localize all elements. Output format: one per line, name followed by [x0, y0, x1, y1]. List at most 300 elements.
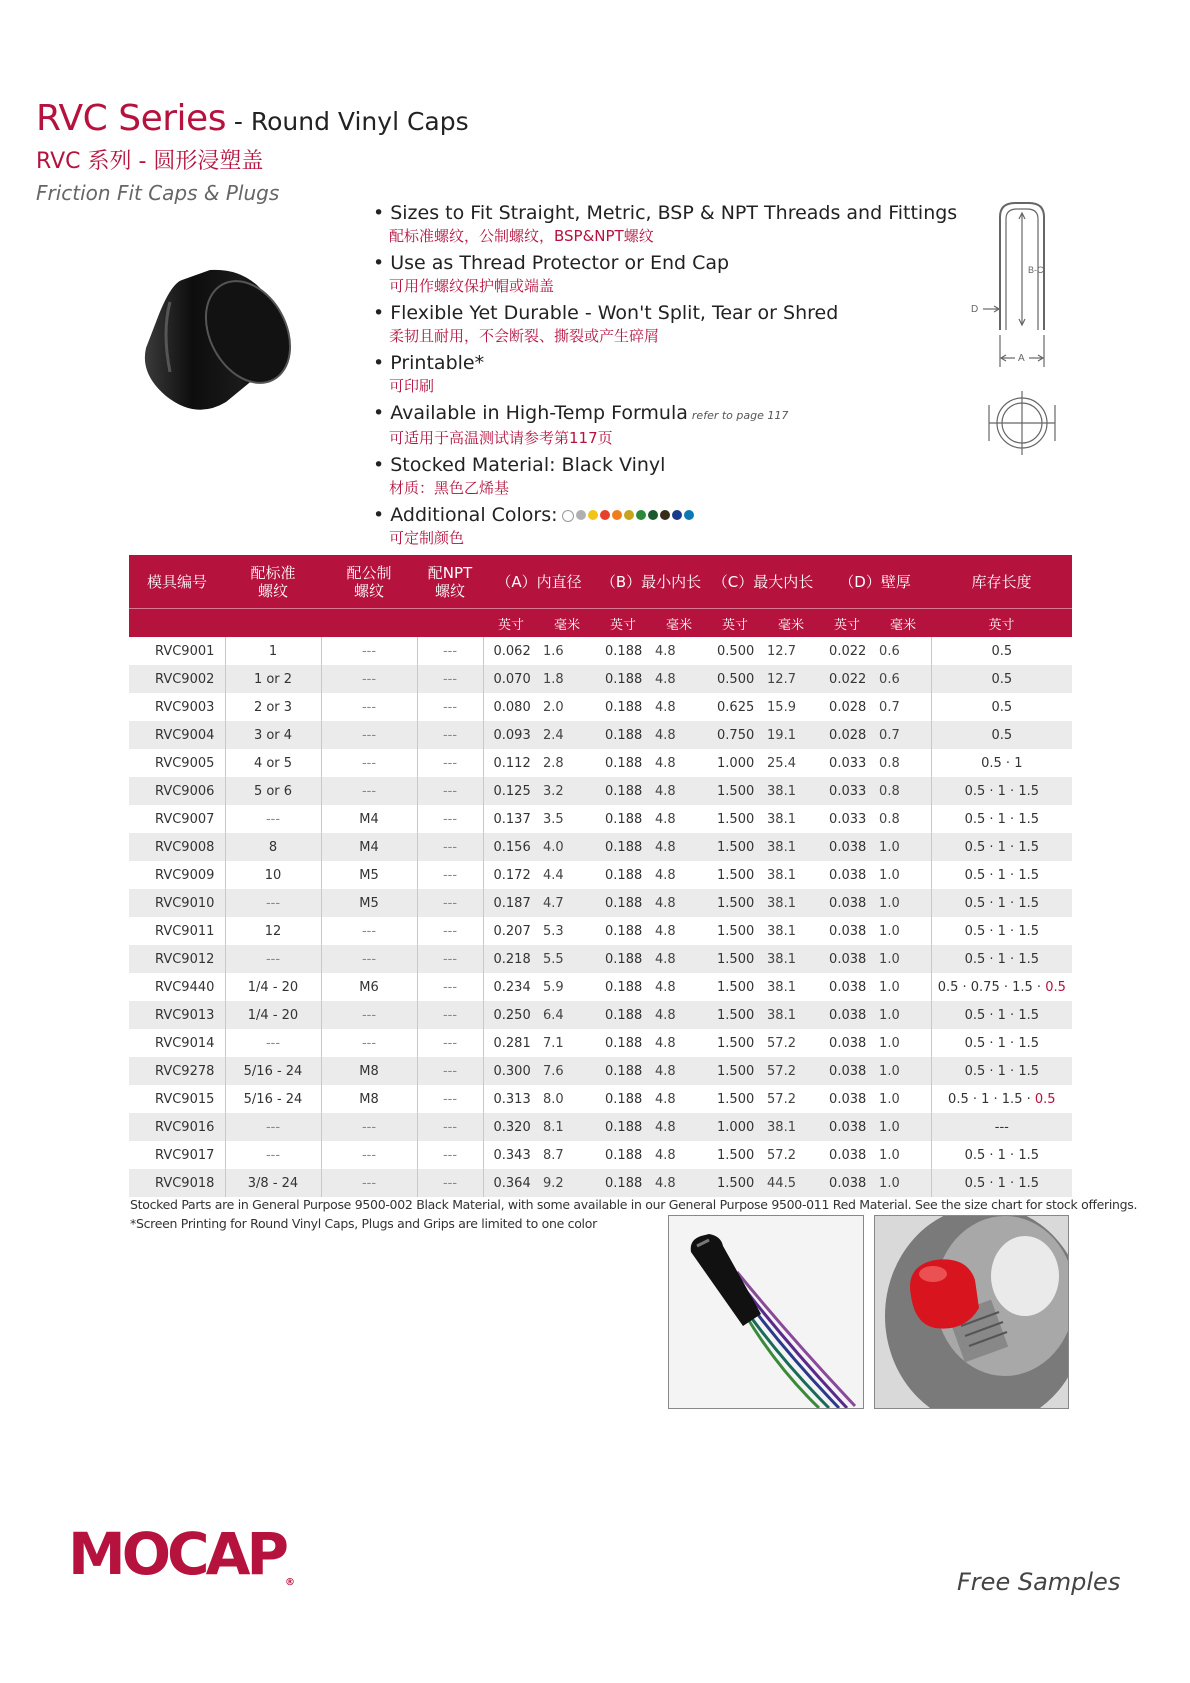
table-row [129, 1141, 1072, 1169]
part-number-cell: RVC9010 [129, 889, 225, 917]
feature-text-cn: 柔韧且耐用，不会断裂、撕裂或产生碎屑 [389, 327, 660, 345]
cap-product-image [140, 262, 295, 417]
wire-bundle-photo [668, 1215, 864, 1409]
std-thread-cell: 1 or 2 [225, 665, 321, 693]
part-number-cell: RVC9009 [129, 861, 225, 889]
metric-thread-cell: M8 [321, 1057, 417, 1085]
b-mm-cell: 4.8 [651, 1057, 707, 1085]
part-number-cell: RVC9011 [129, 917, 225, 945]
table-row [129, 973, 1072, 1001]
col-stock-header: 库存长度 [931, 555, 1072, 609]
c-inch-cell: 1.500 [717, 1035, 755, 1051]
a-mm-cell: 8.1 [539, 1113, 595, 1141]
a-mm-cell: 1.8 [539, 665, 595, 693]
unit-mm: 毫米 [539, 609, 595, 638]
b-inch-cell: 0.188 [595, 833, 651, 861]
c-inch-cell: 1.500 [707, 1169, 763, 1197]
d-inch-cell: 0.028 [829, 699, 867, 715]
c-mm-cell: 15.9 [767, 699, 796, 715]
npt-thread-cell: --- [417, 1085, 483, 1113]
a-inch-cell: 0.137 [493, 811, 531, 827]
part-number-cell: RVC9005 [129, 749, 225, 777]
b-inch-cell: 0.188 [605, 1147, 643, 1163]
tagline: Friction Fit Caps & Plugs [36, 181, 280, 205]
b-mm-cell: 4.8 [655, 1147, 676, 1163]
b-inch-cell: 0.188 [605, 755, 643, 771]
a-inch-cell: 0.281 [493, 1035, 531, 1051]
d-mm-cell: 0.7 [875, 721, 931, 749]
c-inch-cell: 1.500 [717, 811, 755, 827]
feature-text: Use as Thread Protector or End Cap [390, 252, 730, 274]
feature-item: • Use as Thread Protector or End Cap 可用作螺纹保护帽或端盖 [373, 251, 943, 296]
a-mm-cell: 1.6 [543, 643, 564, 659]
a-inch-cell: 0.070 [483, 665, 539, 693]
c-mm-cell: 57.2 [767, 1035, 796, 1051]
d-mm-cell: 0.7 [875, 693, 931, 721]
table-row [129, 1113, 1072, 1141]
feature-text-cn: 可适用于高温测试请参考第117页 [389, 429, 613, 447]
part-number-cell: RVC9008 [129, 833, 225, 861]
d-mm-cell: 0.8 [875, 777, 931, 805]
d-inch-cell: 0.022 [829, 643, 867, 659]
b-inch-cell: 0.188 [595, 945, 651, 973]
npt-thread-cell: --- [417, 889, 483, 917]
b-mm-cell: 4.8 [651, 1001, 707, 1029]
npt-thread-cell: --- [417, 1113, 483, 1141]
b-inch-cell: 0.188 [595, 1001, 651, 1029]
metric-thread-cell: --- [321, 637, 417, 665]
b-mm-cell: 4.8 [651, 1113, 707, 1141]
a-inch-cell: 0.156 [483, 833, 539, 861]
stock-length-cell: 0.5 · 1 · 1.5 [964, 923, 1039, 939]
c-inch-cell: 1.500 [707, 833, 763, 861]
d-inch-cell: 0.038 [829, 867, 867, 883]
metric-thread-cell: --- [321, 1029, 417, 1057]
c-mm-cell: 38.1 [767, 979, 796, 995]
c-mm-cell: 38.1 [763, 833, 819, 861]
std-thread-cell: 8 [225, 833, 321, 861]
col-part-header: 模具编号 [129, 555, 225, 609]
c-inch-cell: 1.500 [717, 979, 755, 995]
red-stock-length: 0.5 [1045, 979, 1066, 995]
c-inch-cell: 1.500 [707, 1057, 763, 1085]
stock-length-cell: 0.5 · 0.75 · 1.5 · 0.5 [937, 979, 1066, 995]
c-mm-cell: 12.7 [763, 665, 819, 693]
metric-thread-cell: --- [321, 917, 417, 945]
npt-thread-cell: --- [417, 973, 483, 1001]
free-samples-label: Free Samples [957, 1568, 1121, 1596]
c-mm-cell: 57.2 [763, 1057, 819, 1085]
stock-length-cell: 0.5 · 1 · 1.5 [964, 1035, 1039, 1051]
unit-mm: 毫米 [651, 609, 707, 638]
c-inch-cell: 1.500 [717, 1147, 755, 1163]
a-mm-cell: 4.0 [539, 833, 595, 861]
color-swatch [672, 510, 682, 520]
d-inch-cell: 0.038 [829, 923, 867, 939]
feature-item: • Additional Colors: 可定制颜色 [373, 503, 943, 548]
d-mm-cell: 1.0 [875, 945, 931, 973]
metric-thread-cell: --- [321, 749, 417, 777]
metric-thread-cell: --- [321, 1169, 417, 1197]
feature-text-cn: 可用作螺纹保护帽或端盖 [389, 277, 555, 295]
metric-thread-cell: M8 [321, 1085, 417, 1113]
d-mm-cell: 1.0 [875, 861, 931, 889]
color-swatch [660, 510, 670, 520]
feature-text: Flexible Yet Durable - Won't Split, Tear or Shred [390, 302, 839, 324]
feature-text: Printable* [390, 352, 485, 374]
c-inch-cell: 1.500 [707, 945, 763, 973]
metric-thread-cell: --- [321, 693, 417, 721]
metric-thread-cell: M5 [321, 889, 417, 917]
b-inch-cell: 0.188 [605, 643, 643, 659]
features-list [373, 201, 958, 553]
color-swatches [562, 510, 694, 522]
b-inch-cell: 0.188 [605, 979, 643, 995]
a-mm-cell: 9.2 [539, 1169, 595, 1197]
d-mm-cell: 0.8 [875, 805, 931, 833]
std-thread-cell: --- [225, 1029, 321, 1057]
part-number-cell: RVC9012 [129, 945, 225, 973]
std-thread-cell: 10 [225, 861, 321, 889]
a-mm-cell: 8.0 [543, 1091, 564, 1107]
dimension-diagram [965, 195, 1075, 455]
metric-thread-cell: M4 [321, 833, 417, 861]
metric-thread-cell: M6 [321, 973, 417, 1001]
b-mm-cell: 4.8 [655, 923, 676, 939]
stock-length-cell: 0.5 · 1 · 1.5 · 0.5 [948, 1091, 1056, 1107]
table-row [129, 1085, 1072, 1113]
color-swatch [588, 510, 598, 520]
color-swatch [624, 510, 634, 520]
npt-thread-cell: --- [417, 1001, 483, 1029]
d-inch-cell: 0.038 [819, 889, 875, 917]
spec-table-body [129, 637, 1072, 1197]
color-swatch [636, 510, 646, 520]
part-number-cell: RVC9002 [129, 665, 225, 693]
d-inch-cell: 0.028 [819, 721, 875, 749]
a-mm-cell: 2.4 [539, 721, 595, 749]
b-mm-cell: 4.8 [651, 777, 707, 805]
series-name: RVC Series [36, 98, 226, 139]
col-metric-header: 配公制 螺纹 [321, 555, 417, 609]
d-inch-cell: 0.038 [829, 1147, 867, 1163]
std-thread-cell: 2 or 3 [225, 693, 321, 721]
npt-thread-cell: --- [417, 637, 483, 665]
c-mm-cell: 38.1 [763, 1001, 819, 1029]
b-mm-cell: 4.8 [651, 889, 707, 917]
metric-thread-cell: --- [321, 721, 417, 749]
a-mm-cell: 6.4 [539, 1001, 595, 1029]
label-d: D [971, 304, 979, 315]
feature-text: Stocked Material: Black Vinyl [390, 454, 666, 476]
stock-length-cell: 0.5 [991, 643, 1013, 659]
stock-length-cell: 0.5 [991, 699, 1013, 715]
stock-length-cell: 0.5 [931, 665, 1072, 693]
c-mm-cell: 12.7 [767, 643, 796, 659]
b-mm-cell: 4.8 [655, 643, 676, 659]
d-mm-cell: 1.0 [875, 1001, 931, 1029]
unit-inch: 英寸 [819, 609, 875, 638]
a-inch-cell: 0.080 [493, 699, 531, 715]
b-inch-cell: 0.188 [605, 867, 643, 883]
npt-thread-cell: --- [417, 1141, 483, 1169]
table-row [129, 1057, 1072, 1085]
part-number-cell: RVC9018 [129, 1169, 225, 1197]
table-row [129, 749, 1072, 777]
part-number-cell: RVC9013 [129, 1001, 225, 1029]
d-inch-cell: 0.038 [819, 1001, 875, 1029]
d-mm-cell: 0.6 [875, 637, 931, 665]
feature-item: • Printable* 可印刷 [373, 351, 943, 396]
a-mm-cell: 2.8 [543, 755, 564, 771]
a-inch-cell: 0.187 [483, 889, 539, 917]
c-inch-cell: 1.500 [717, 867, 755, 883]
color-swatch [562, 510, 574, 522]
a-mm-cell: 3.2 [539, 777, 595, 805]
std-thread-cell: 5/16 - 24 [225, 1085, 321, 1113]
npt-thread-cell: --- [417, 749, 483, 777]
std-thread-cell: 5 or 6 [225, 777, 321, 805]
a-inch-cell: 0.234 [493, 979, 531, 995]
color-swatch [684, 510, 694, 520]
std-thread-cell: 1/4 - 20 [225, 973, 321, 1001]
metric-thread-cell: --- [321, 665, 417, 693]
d-mm-cell: 1.0 [875, 833, 931, 861]
part-number-cell: RVC9007 [129, 805, 225, 833]
a-mm-cell: 4.4 [543, 867, 564, 883]
stock-length-cell: 0.5 · 1 · 1.5 [931, 1057, 1072, 1085]
feature-text: Additional Colors: [390, 504, 558, 526]
c-mm-cell: 38.1 [767, 811, 796, 827]
a-inch-cell: 0.313 [493, 1091, 531, 1107]
d-inch-cell: 0.038 [829, 1091, 867, 1107]
part-number-cell: RVC9440 [129, 973, 225, 1001]
table-row [129, 777, 1072, 805]
c-inch-cell: 0.750 [707, 721, 763, 749]
spec-table [129, 555, 1072, 1197]
b-mm-cell: 4.8 [655, 1091, 676, 1107]
part-number-cell: RVC9004 [129, 721, 225, 749]
stock-length-cell: 0.5 · 1 · 1.5 [931, 833, 1072, 861]
stock-length-cell: 0.5 · 1 · 1.5 [931, 945, 1072, 973]
b-inch-cell: 0.188 [595, 1113, 651, 1141]
printing-footnote: *Screen Printing for Round Vinyl Caps, Plugs and Grips are limited to one color [130, 1216, 597, 1231]
page-reference: refer to page 117 [691, 409, 789, 422]
color-swatch [576, 510, 586, 520]
c-inch-cell: 1.500 [717, 923, 755, 939]
unit-mm: 毫米 [763, 609, 819, 638]
c-inch-cell: 0.500 [717, 643, 755, 659]
d-mm-cell: 1.0 [875, 973, 931, 1001]
d-inch-cell: 0.038 [819, 833, 875, 861]
part-number-cell: RVC9017 [129, 1141, 225, 1169]
feature-text-cn: 可定制颜色 [389, 529, 465, 547]
a-inch-cell: 0.250 [483, 1001, 539, 1029]
npt-thread-cell: --- [417, 945, 483, 973]
table-row [129, 861, 1072, 889]
d-inch-cell: 0.038 [829, 979, 867, 995]
feature-item: • Available in High-Temp Formula refer to page 117 可适用于高温测试请参考第117页 [373, 401, 943, 448]
std-thread-cell: 1/4 - 20 [225, 1001, 321, 1029]
b-mm-cell: 4.8 [655, 867, 676, 883]
d-mm-cell: 0.8 [875, 749, 931, 777]
b-inch-cell: 0.188 [605, 923, 643, 939]
c-mm-cell: 38.1 [767, 923, 796, 939]
a-inch-cell: 0.093 [483, 721, 539, 749]
c-inch-cell: 1.500 [707, 1001, 763, 1029]
std-thread-cell: --- [225, 1113, 321, 1141]
b-mm-cell: 4.8 [655, 755, 676, 771]
table-row [129, 945, 1072, 973]
table-row [129, 917, 1072, 945]
a-mm-cell: 7.6 [539, 1057, 595, 1085]
table-row [129, 833, 1072, 861]
b-inch-cell: 0.188 [595, 889, 651, 917]
a-inch-cell: 0.343 [493, 1147, 531, 1163]
std-thread-cell: 5/16 - 24 [225, 1057, 321, 1085]
b-mm-cell: 4.8 [655, 699, 676, 715]
feature-item: • Flexible Yet Durable - Won't Split, Tear or Shred 柔韧且耐用，不会断裂、撕裂或产生碎屑 [373, 301, 943, 346]
c-mm-cell: 38.1 [763, 777, 819, 805]
std-thread-cell: --- [225, 805, 321, 833]
b-inch-cell: 0.188 [595, 1169, 651, 1197]
c-inch-cell: 1.000 [707, 1113, 763, 1141]
a-inch-cell: 0.320 [483, 1113, 539, 1141]
red-stock-length: 0.5 [1034, 1091, 1056, 1107]
feature-item: • Sizes to Fit Straight, Metric, BSP & NPT Threads and Fittings 配标准螺纹，公制螺纹，BSP&NPT螺纹 [373, 202, 958, 245]
a-mm-cell: 8.7 [543, 1147, 564, 1163]
table-row [129, 1001, 1072, 1029]
color-swatch [600, 510, 610, 520]
feature-item: • Stocked Material: Black Vinyl 材质：黑色乙烯基 [373, 453, 943, 498]
unit-mm: 毫米 [875, 609, 931, 638]
stock-footnote: Stocked Parts are in General Purpose 9500-002 Black Material, with some available in our General Purpose 9500-011 Red Material. See the size chart for stock offerings. [130, 1197, 1138, 1212]
unit-inch: 英寸 [931, 609, 1072, 638]
std-thread-cell: --- [225, 1141, 321, 1169]
stock-length-cell: --- [931, 1113, 1072, 1141]
b-mm-cell: 4.8 [655, 811, 676, 827]
table-row [129, 721, 1072, 749]
d-inch-cell: 0.033 [829, 755, 867, 771]
std-thread-cell: --- [225, 889, 321, 917]
a-mm-cell: 4.7 [539, 889, 595, 917]
a-inch-cell: 0.172 [493, 867, 531, 883]
npt-thread-cell: --- [417, 861, 483, 889]
c-inch-cell: 1.500 [707, 777, 763, 805]
metric-thread-cell: M5 [321, 861, 417, 889]
std-thread-cell: 4 or 5 [225, 749, 321, 777]
part-number-cell: RVC9014 [129, 1029, 225, 1057]
a-inch-cell: 0.218 [483, 945, 539, 973]
feature-text-cn: 配标准螺纹，公制螺纹，BSP&NPT螺纹 [389, 227, 654, 245]
col-npt-header: 配NPT 螺纹 [417, 555, 483, 609]
a-mm-cell: 5.9 [543, 979, 564, 995]
a-inch-cell: 0.364 [483, 1169, 539, 1197]
std-thread-cell: 3 or 4 [225, 721, 321, 749]
d-mm-cell: 1.0 [875, 1141, 931, 1169]
b-inch-cell: 0.188 [595, 721, 651, 749]
col-a-header: （A）内直径 [483, 555, 595, 609]
d-mm-cell: 1.0 [875, 889, 931, 917]
std-thread-cell: 1 [225, 637, 321, 665]
part-number-cell: RVC9001 [129, 637, 225, 665]
b-inch-cell: 0.188 [605, 699, 643, 715]
part-number-cell: RVC9003 [129, 693, 225, 721]
c-inch-cell: 1.500 [707, 889, 763, 917]
npt-thread-cell: --- [417, 693, 483, 721]
c-mm-cell: 38.1 [767, 867, 796, 883]
c-mm-cell: 25.4 [767, 755, 796, 771]
c-mm-cell: 38.1 [763, 889, 819, 917]
npt-thread-cell: --- [417, 833, 483, 861]
part-number-cell: RVC9006 [129, 777, 225, 805]
d-inch-cell: 0.033 [819, 777, 875, 805]
npt-thread-cell: --- [417, 805, 483, 833]
b-mm-cell: 4.8 [655, 979, 676, 995]
unit-inch: 英寸 [483, 609, 539, 638]
c-mm-cell: 57.2 [767, 1147, 796, 1163]
std-thread-cell: --- [225, 945, 321, 973]
stock-length-cell: 0.5 · 1 · 1.5 [931, 1001, 1072, 1029]
mocap-logo: MOCAP® [68, 1520, 295, 1588]
npt-thread-cell: --- [417, 917, 483, 945]
col-d-header: （D）壁厚 [819, 555, 931, 609]
table-row [129, 805, 1072, 833]
d-mm-cell: 1.0 [875, 917, 931, 945]
col-std-header: 配标准 螺纹 [225, 555, 321, 609]
stock-length-cell: 0.5 · 1 [981, 755, 1023, 771]
part-number-cell: RVC9015 [129, 1085, 225, 1113]
d-inch-cell: 0.038 [819, 1169, 875, 1197]
b-mm-cell: 4.8 [655, 1035, 676, 1051]
a-mm-cell: 2.0 [543, 699, 564, 715]
table-row [129, 889, 1072, 917]
stock-length-cell: 0.5 · 1 · 1.5 [931, 889, 1072, 917]
a-inch-cell: 0.112 [493, 755, 531, 771]
c-inch-cell: 0.625 [717, 699, 755, 715]
c-inch-cell: 1.500 [717, 1091, 755, 1107]
unit-inch: 英寸 [707, 609, 763, 638]
stock-length-cell: 0.5 · 1 · 1.5 [931, 1169, 1072, 1197]
npt-thread-cell: --- [417, 665, 483, 693]
feature-text: Available in High-Temp Formula [390, 402, 688, 424]
c-mm-cell: 57.2 [767, 1091, 796, 1107]
a-mm-cell: 7.1 [543, 1035, 564, 1051]
label-a: A [1018, 353, 1025, 364]
part-number-cell: RVC9016 [129, 1113, 225, 1141]
table-row [129, 1169, 1072, 1197]
d-mm-cell: 1.0 [875, 1085, 931, 1113]
color-swatch [648, 510, 658, 520]
c-mm-cell: 38.1 [763, 945, 819, 973]
unit-inch: 英寸 [595, 609, 651, 638]
npt-thread-cell: --- [417, 1169, 483, 1197]
a-inch-cell: 0.207 [493, 923, 531, 939]
color-swatch [612, 510, 622, 520]
stock-length-cell: 0.5 · 1 · 1.5 [964, 867, 1039, 883]
b-mm-cell: 4.8 [651, 1169, 707, 1197]
npt-thread-cell: --- [417, 1029, 483, 1057]
b-inch-cell: 0.188 [605, 1035, 643, 1051]
stock-length-cell: 0.5 · 1 · 1.5 [964, 811, 1039, 827]
npt-thread-cell: --- [417, 1057, 483, 1085]
a-inch-cell: 0.125 [483, 777, 539, 805]
metric-thread-cell: --- [321, 945, 417, 973]
b-inch-cell: 0.188 [595, 777, 651, 805]
a-inch-cell: 0.062 [493, 643, 531, 659]
feature-text-cn: 材质：黑色乙烯基 [389, 479, 510, 497]
b-inch-cell: 0.188 [605, 811, 643, 827]
